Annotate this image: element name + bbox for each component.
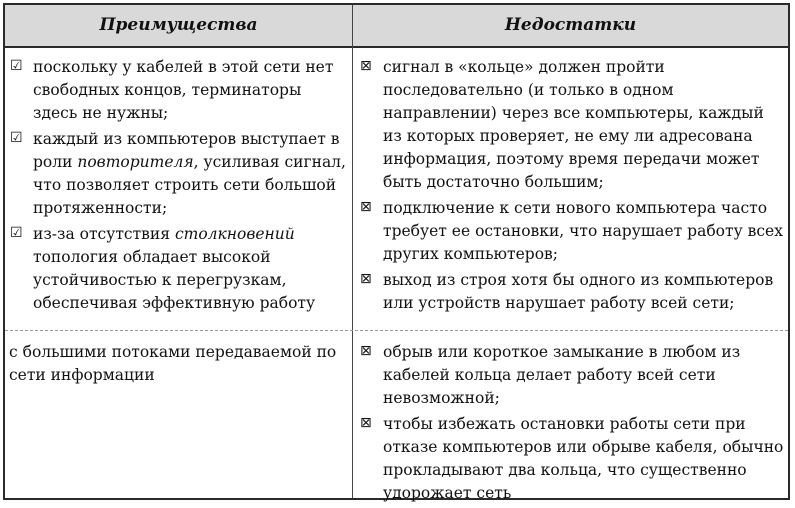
advantage-text: поскольку у кабелей в этой сети нет свободных концов, терминаторы здесь не нужны;	[33, 58, 334, 122]
disadvantage-text: чтобы избежать остановки работы сети при отказе компьютеров или обрыве кабеля, обычно прокладывают два кольца, что существенно удорожает сеть	[383, 415, 784, 502]
disadvantage-item	[359, 269, 787, 315]
advantage-text: , усиливая сигнал, что позволяет строить сети большой протяженности;	[33, 153, 346, 217]
disadvantage-text: выход из строя хотя бы одного из компьютеров или устройств нарушает работу всей сети;	[383, 271, 774, 312]
advantage-item	[9, 128, 347, 220]
checkbox-crossed-icon: ⊠	[360, 199, 372, 215]
checkbox-checked-icon: ☑	[10, 225, 23, 241]
advantage-item	[9, 56, 347, 125]
table-header	[5, 5, 788, 48]
checkbox-crossed-icon: ⊠	[360, 343, 372, 359]
advantage-term: повторителя	[77, 153, 194, 171]
disadvantage-item	[359, 341, 787, 410]
disadvantage-item	[359, 197, 787, 266]
advantages-heading: Преимущества	[99, 15, 258, 35]
checkbox-checked-icon: ☑	[10, 130, 23, 146]
advantages-continuation	[9, 341, 347, 387]
disadvantages-list-continued	[359, 341, 787, 508]
page-break-divider	[5, 330, 788, 331]
disadvantage-text: сигнал в «кольце» должен пройти последовательно (и только в одном направлении) через все компьютеры, каждый из которых проверяет, не ему ли адресована информация, поэтому время передачи может быть достаточно большим;	[383, 58, 764, 191]
disadvantage-text: подключение к сети нового компьютера часто требует ее остановки, что нарушает работу всех других компьютеров;	[383, 199, 783, 263]
checkbox-crossed-icon: ⊠	[360, 415, 372, 431]
disadvantage-text: обрыв или короткое замыкание в любом из кабелей кольца делает работу всей сети невозможной;	[383, 343, 741, 407]
disadvantage-item	[359, 56, 787, 194]
disadvantages-heading: Недостатки	[504, 15, 637, 35]
advantage-text: топология обладает высокой устойчивостью к перегрузкам, обеспечивая эффективную работу	[33, 248, 316, 312]
checkbox-crossed-icon: ⊠	[360, 58, 372, 74]
advantage-term: столкновений	[174, 225, 295, 243]
advantage-continuation-text: с большими потоками передаваемой по сети информации	[9, 343, 337, 384]
advantages-list	[9, 56, 347, 318]
advantage-item	[9, 223, 347, 315]
advantage-text: из-за отсутствия	[33, 225, 175, 243]
disadvantages-list	[359, 56, 787, 318]
comparison-table	[3, 3, 790, 500]
column-divider	[352, 5, 353, 498]
checkbox-crossed-icon: ⊠	[360, 271, 372, 287]
disadvantage-item	[359, 413, 787, 505]
advantage-text: каждый из компьютеров выступает в роли	[33, 130, 340, 171]
checkbox-checked-icon: ☑	[10, 58, 23, 74]
